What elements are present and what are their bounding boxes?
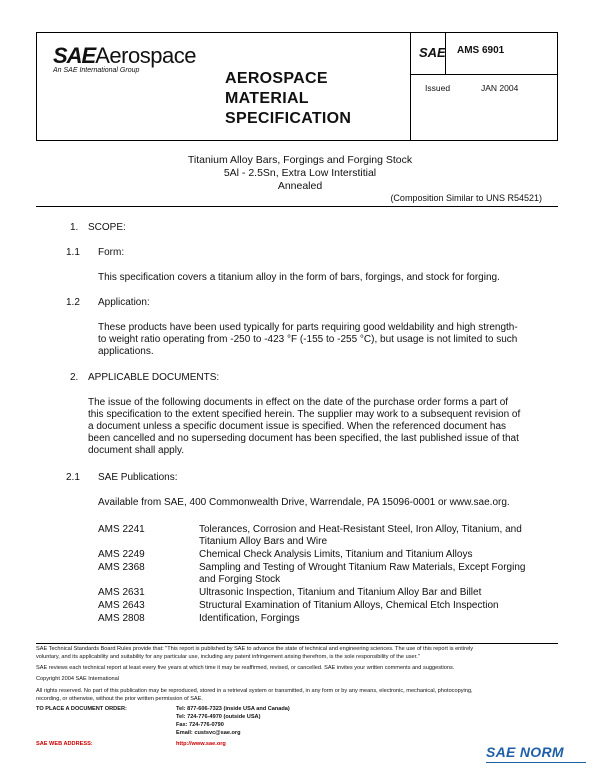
doc-title-line2: 5Al - 2.5Sn, Extra Low Interstitial bbox=[223, 167, 377, 179]
footer-rules-line1: SAE Technical Standards Board Rules provide that: "This report is published by SAE to advance the state of technical and engineering sciences. The use of this report is entirely bbox=[36, 646, 474, 652]
s21-number: 2.1 bbox=[66, 472, 80, 483]
ref-desc: Chemical Check Analysis Limits, Titanium and Titanium Alloys bbox=[199, 549, 473, 560]
s11-title: Form: bbox=[98, 247, 125, 258]
s11-body: This specification covers a titanium alloy in the form of bars, forgings, and stock for forging. bbox=[98, 272, 500, 283]
s2-body-line2: this specification to the extent specified herein. The supplier may work to a subsequent revision of bbox=[88, 409, 521, 420]
ref-desc: Ultrasonic Inspection, Titanium and Titanium Alloy Bar and Billet bbox=[199, 587, 482, 598]
ref-code: AMS 2643 bbox=[98, 600, 145, 611]
order-email[interactable]: Email: custsvc@sae.org bbox=[176, 730, 241, 736]
web-address-link[interactable]: http://www.sae.org bbox=[176, 741, 226, 747]
ref-code: AMS 2249 bbox=[98, 549, 145, 560]
s2-title: APPLICABLE DOCUMENTS: bbox=[88, 372, 220, 383]
sae-norm-underline bbox=[486, 762, 586, 763]
ref-code: AMS 2808 bbox=[98, 613, 145, 624]
composition-note: (Composition Similar to UNS R54521) bbox=[390, 193, 542, 203]
order-tel2: Tel: 724-776-4970 (outside USA) bbox=[176, 714, 261, 720]
s12-body-line1: These products have been used typically for parts requiring good weldability and high strength- bbox=[98, 322, 518, 333]
ref-desc: Identification, Forgings bbox=[199, 613, 300, 624]
order-fax: Fax: 724-776-0790 bbox=[176, 722, 224, 728]
logo-subtitle: An SAE International Group bbox=[53, 67, 140, 74]
order-tel1: Tel: 877-606-7323 (inside USA and Canada) bbox=[176, 706, 290, 712]
s2-body-line1: The issue of the following documents in effect on the date of the purchase order forms a part of bbox=[88, 397, 509, 408]
s2-body-line4: been cancelled and no superseding document has been specified, the last published issue of that bbox=[88, 433, 519, 444]
footer-rules-line2: voluntary, and its applicability and suitability for any particular use, including any patent infringement arising therefrom, is the sole responsibility of the user." bbox=[36, 654, 420, 660]
footer-rights-line2: recording, or otherwise, without the prior written permission of SAE. bbox=[36, 696, 203, 702]
web-address-label: SAE WEB ADDRESS: bbox=[36, 741, 93, 747]
s2-number: 2. bbox=[70, 372, 79, 383]
issued-date: JAN 2004 bbox=[481, 83, 519, 93]
ref-desc-cont: and Forging Stock bbox=[199, 574, 281, 585]
s2-body-line5: document shall apply. bbox=[88, 445, 184, 456]
s11-number: 1.1 bbox=[66, 247, 80, 258]
s1-title: SCOPE: bbox=[88, 222, 126, 233]
s1-number: 1. bbox=[70, 222, 79, 233]
footer-review: SAE reviews each technical report at least every five years at which time it may be reaffirmed, revised, or cancelled. SAE invites your written comments and suggestions. bbox=[36, 665, 455, 671]
s12-body-line2: to weight ratio operating from -250 to -423 °F (-155 to -255 °C), but usage is not limited to such bbox=[98, 334, 518, 345]
ref-desc-cont: Titanium Alloy Bars and Wire bbox=[199, 536, 328, 547]
divider bbox=[36, 206, 558, 207]
ref-code: AMS 2631 bbox=[98, 587, 145, 598]
doc-number: AMS 6901 bbox=[457, 45, 505, 56]
header-box bbox=[36, 32, 558, 141]
ref-desc: Structural Examination of Titanium Alloys, Chemical Etch Inspection bbox=[199, 600, 499, 611]
s21-body: Available from SAE, 400 Commonwealth Drive, Warrendale, PA 15096-0001 or www.sae.org. bbox=[98, 497, 510, 508]
s2-body-line3: a document unless a specific document issue is specified. When the referenced document has bbox=[88, 421, 507, 432]
spec-title: AEROSPACE MATERIAL SPECIFICATION bbox=[225, 70, 352, 127]
order-label: TO PLACE A DOCUMENT ORDER: bbox=[36, 706, 127, 712]
s12-body-line3: applications. bbox=[98, 346, 154, 357]
doc-title-line1: Titanium Alloy Bars, Forgings and Forging Stock bbox=[187, 154, 413, 166]
footer-rights-line1: All rights reserved. No part of this publication may be reproduced, stored in a retrieval system or transmitted, in any form or by any means, electronic, mechanical, photocopying, bbox=[36, 688, 473, 694]
logo-sae-text: SAE bbox=[53, 43, 96, 68]
s12-title: Application: bbox=[98, 297, 150, 308]
footer-copyright: Copyright 2004 SAE International bbox=[36, 676, 120, 682]
ref-desc: Tolerances, Corrosion and Heat-Resistant Steel, Iron Alloy, Titanium, and bbox=[199, 524, 522, 535]
sae-aerospace-logo bbox=[53, 43, 196, 74]
issued-label: Issued bbox=[425, 83, 451, 93]
ref-desc: Sampling and Testing of Wrought Titanium Raw Materials, Except Forging bbox=[199, 562, 526, 573]
s12-number: 1.2 bbox=[66, 297, 80, 308]
footer-divider bbox=[36, 643, 558, 644]
doc-title-line3: Annealed bbox=[277, 180, 323, 192]
ref-code: AMS 2241 bbox=[98, 524, 145, 535]
logo-aerospace-text: Aerospace bbox=[95, 43, 196, 68]
ref-code: AMS 2368 bbox=[98, 562, 145, 573]
sae-norm-logo: SAE NORM bbox=[486, 744, 564, 760]
s21-title: SAE Publications: bbox=[98, 472, 178, 483]
sae-small-logo: SAE bbox=[419, 45, 446, 60]
